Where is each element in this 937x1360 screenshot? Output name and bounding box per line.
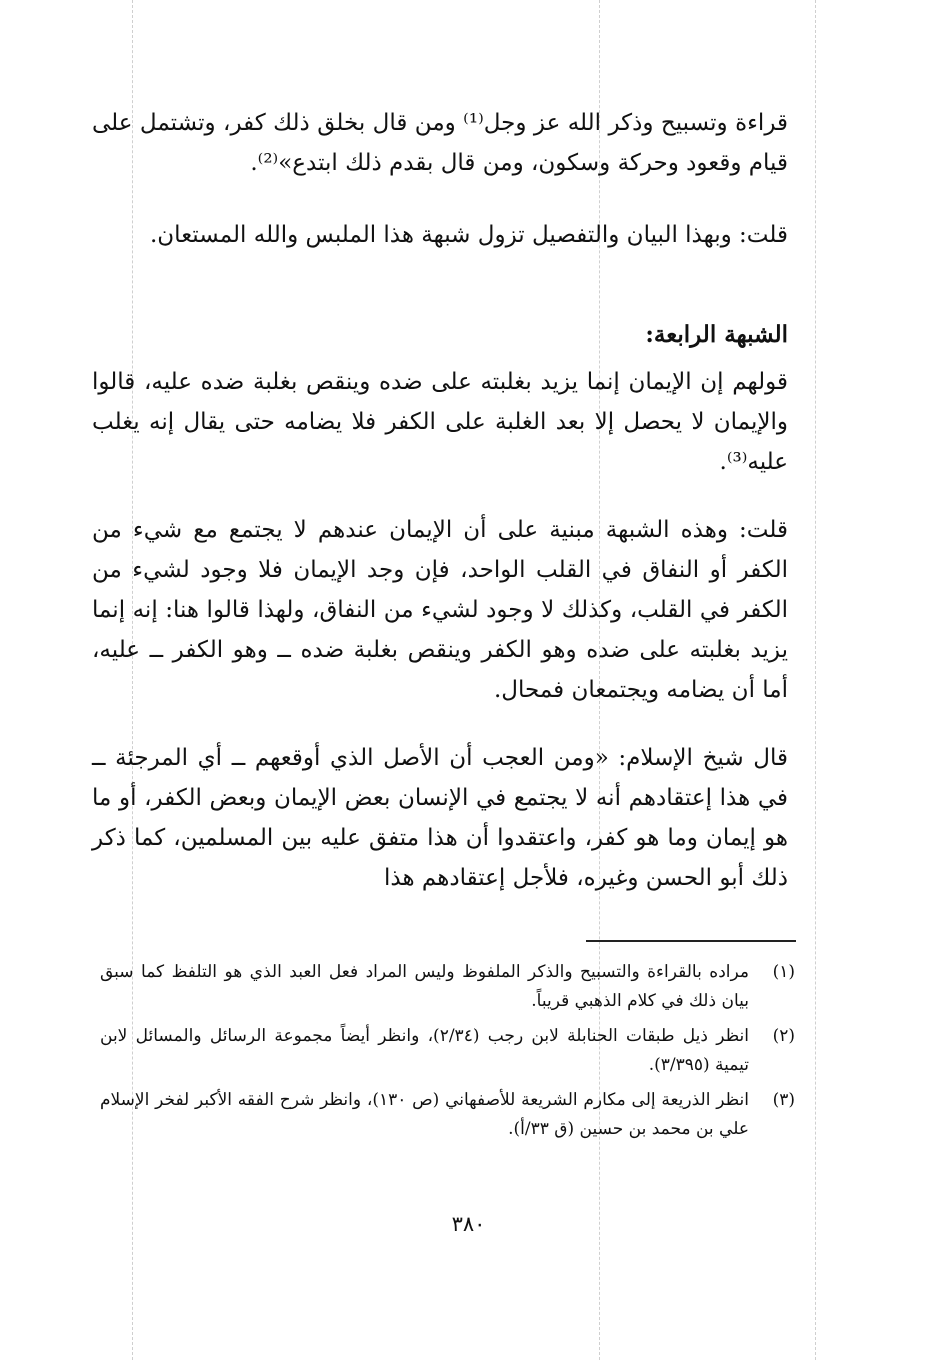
- main-text: [92, 215, 788, 255]
- footnote: [100, 1022, 795, 1080]
- main-text: [92, 738, 788, 898]
- footnote: [100, 1086, 795, 1144]
- footnote-text: مراده بالقراءة والتسبيح والذكر الملفوظ وليس المراد فعل العبد الذي هو التلفظ كما سبق بيان ذلك في كلام الذهبي قريباً.: [100, 962, 749, 1011]
- paragraph-5: قال شيخ الإسلام: «ومن العجب أن الأصل الذي أوقعهم ــ أي المرجئة ــ في هذا إعتقادهم أنه لا يجتمع في الإنسان بعض الإيمان وبعض الكفر، أو ما هو إيمان وما هو كفر، واعتقدوا أن هذا متفق عليه بين المسلمين، كما ذكر ذلك أبو الحسن وغيره، فلأجل إعتقادهم هذا: [92, 745, 788, 891]
- main-text: [92, 103, 788, 183]
- footnotes: [100, 958, 795, 1150]
- paragraph-1: قراءة وتسبيح وذكر الله عز وجل⁽¹⁾ ومن قال بخلق ذلك كفر، وتشتمل على قيام وقعود وحركة وسكون، ومن قال بقدم ذلك ابتدع»⁽²⁾.: [92, 110, 789, 176]
- footnote: [100, 958, 795, 1016]
- footnote-text: انظر ذيل طبقات الحنابلة لابن رجب (٢/٣٤)، وانظر أيضاً مجموعة الرسائل والمسائل لابن تيمية (٣/٣٩٥).: [100, 1026, 749, 1075]
- scan-artifact-line: [815, 0, 816, 1360]
- main-text: [92, 510, 788, 710]
- paragraph-2: قلت: وبهذا البيان والتفصيل تزول شبهة هذا الملبس والله المستعان.: [149, 222, 788, 248]
- main-text: [92, 315, 788, 355]
- footnote-number: (٣): [772, 1090, 795, 1110]
- paragraph-4: قلت: وهذه الشبهة مبنية على أن الإيمان عندهم لا يجتمع مع شيء من الكفر أو النفاق في القلب الواحد، فإن وجد الإيمان فلا وجود لشيء من الكفر في القلب، وكذلك لا وجود لشيء من النفاق، ولهذا قالوا هنا: إنه إنما يزيد بغلبته على ضده وهو الكفر وينقص بغلبة ضده ــ وهو الكفر ــ عليه، أما أن يضامه ويجتمعان فمحال.: [92, 517, 788, 703]
- footnote-number: (٢): [772, 1026, 795, 1046]
- section-heading: الشبهة الرابعة:: [645, 321, 788, 348]
- page-number: ٣٨٠: [451, 1212, 486, 1236]
- footnote-number: (١): [772, 962, 795, 982]
- paragraph-3: قولهم إن الإيمان إنما يزيد بغلبته على ضده وينقص بغلبة ضده عليه، قالوا والإيمان لا يحصل إلا بعد الغلبة على الكفر فلا يضامه حتى يقال إنه يغلب عليه⁽³⁾.: [92, 369, 788, 475]
- main-text: [92, 362, 788, 482]
- footnote-separator: [586, 940, 796, 942]
- footnote-text: انظر الذريعة إلى مكارم الشريعة للأصفهاني (ص ١٣٠)، وانظر شرح الفقه الأكبر لفخر الإسلام علي بن محمد بن حسين (ق ٣٣/أ).: [100, 1090, 749, 1139]
